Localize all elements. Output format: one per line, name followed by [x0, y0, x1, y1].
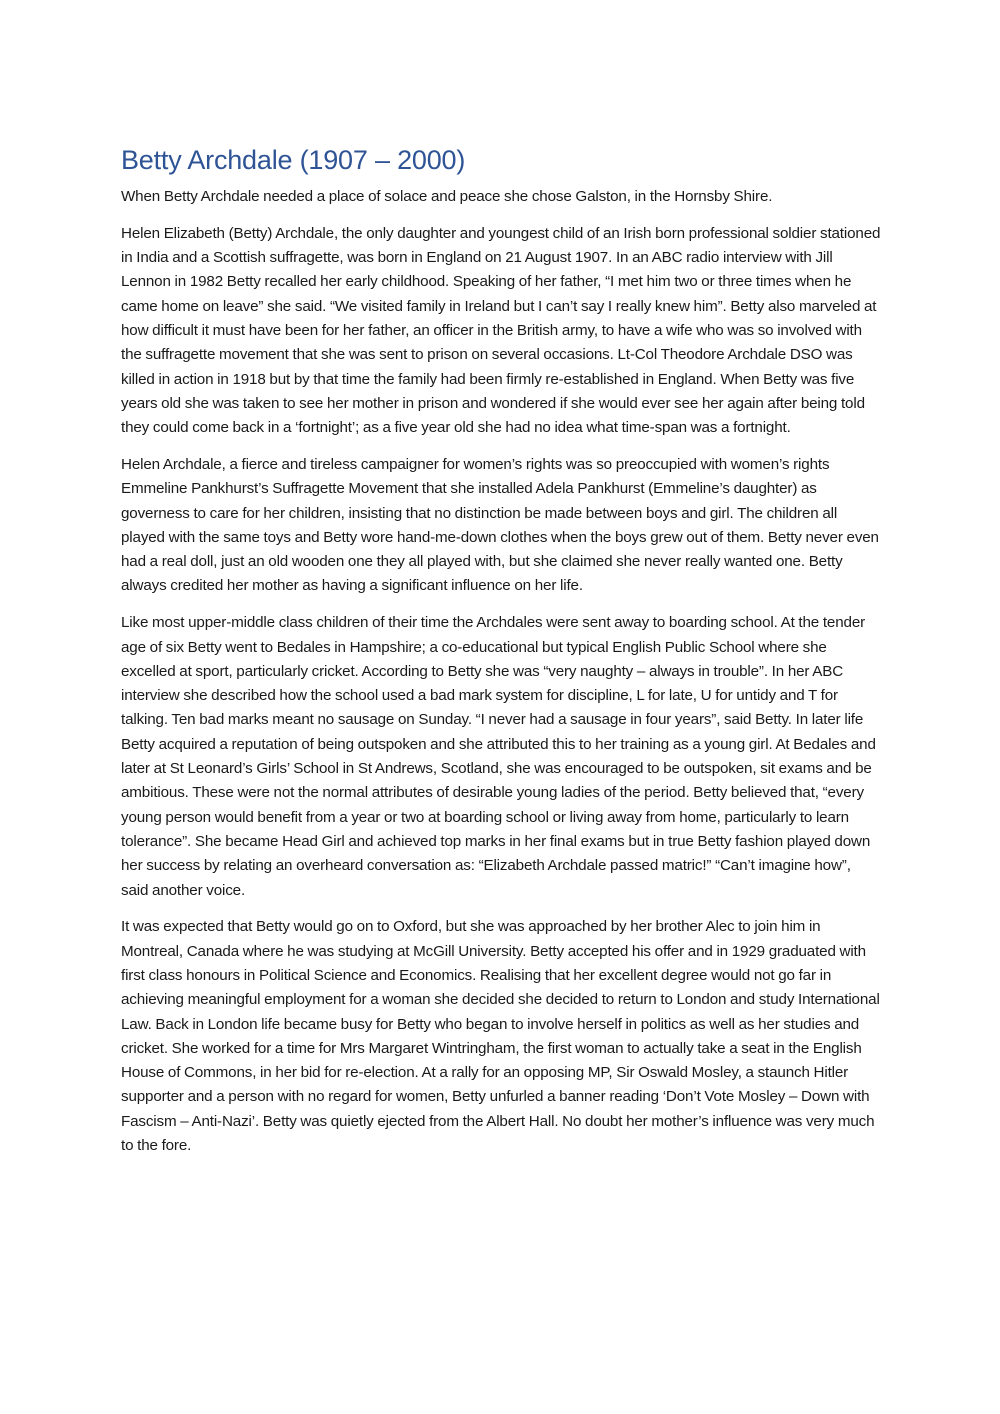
- document-title: Betty Archdale (1907 – 2000): [121, 145, 466, 175]
- paragraph-university: It was expected that Betty would go on to Oxford, but she was approached by her brother Alec to join him in Montreal, Canada where he was studying at McGill University. Betty accepted his offer and in 1929 graduated with first class honours in Political Science and Economics. Realising that her excellent degree would not go far in achieving meaningful employment for a woman she decided she decided to return to London and study International Law. Back in London life became busy for Betty who began to involve herself in politics as well as her studies and cricket. She worked for a time for Mrs Margaret Wintringham, the first woman to actually take a seat in the English House of Commons, in her bid for re-election. At a rally for an opposing MP, Sir Oswald Mosley, a staunch Hitler supporter and a person with no regard for women, Betty unfurled a banner reading ‘Don’t Vote Mosley – Down with Fascism – Anti-Nazi’. Betty was quietly ejected from the Albert Hall. No doubt her mother’s influence was very much to the fore.: [121, 918, 880, 1154]
- paragraph-childhood: Helen Elizabeth (Betty) Archdale, the only daughter and youngest child of an Irish born professional soldier stationed in India and a Scottish suffragette, was born in England on 21 August 1907. In an ABC radio interview with Jill Lennon in 1982 Betty recalled her early childhood. Speaking of her father, “I met him two or three times when he came home on leave” she said. “We visited family in Ireland but I can’t say I really knew him”. Betty also marveled at how difficult it must have been for her father, an officer in the British army, to have a wife who was so involved with the suffragette movement that she was sent to prison on several occasions. Lt-Col Theodore Archdale DSO was killed in action in 1918 but by that time the family had been firmly re-established in England. When Betty was five years old she was taken to see her mother in prison and wondered if she would ever see her again after being told they could come back in a ‘fortnight’; as a five year old she had no idea what time-span was a fortnight.: [121, 224, 881, 437]
- paragraph-mother: Helen Archdale, a fierce and tireless campaigner for women’s rights was so preoccupied with women’s rights Emmeline Pankhurst’s Suffragette Movement that she installed Adela Pankhurst (Emmeline’s daughter) as governess to care for her children, insisting that no distinction be made between boys and girl. The children all played with the same toys and Betty wore hand-me-down clothes when the boys grew out of them. Betty never even had a real doll, just an old wooden one they all played with, but she claimed she never really wanted one. Betty always credited her mother as having a significant influence on her life.: [121, 455, 879, 595]
- paragraph-intro: When Betty Archdale needed a place of solace and peace she chose Galston, in the Hornsby Shire.: [121, 188, 773, 205]
- document-page: [121, 140, 881, 1171]
- paragraph-schooling: Like most upper-middle class children of their time the Archdales were sent away to boarding school. At the tender age of six Betty went to Bedales in Hampshire; a co-educational but typical English Public School where she excelled at sport, particularly cricket. According to Betty she was “very naughty – always in trouble”. In her ABC interview she described how the school used a bad mark system for discipline, L for late, U for untidy and T for talking. Ten bad marks meant no sausage on Sunday. “I never had a sausage in four years”, said Betty. In later life Betty acquired a reputation of being outspoken and she attributed this to her training as a young girl. At Bedales and later at St Leonard’s Girls’ School in St Andrews, Scotland, she was encouraged to be outspoken, sit exams and be ambitious. These were not the normal attributes of desirable young ladies of the period. Betty believed that, “every young person would benefit from a year or two at boarding school or living away from home, particularly to learn tolerance”. She became Head Girl and achieved top marks in her final exams but in true Betty fashion played down her success by relating an overheard conversation as: “Elizabeth Archdale passed matric!” “Can’t imagine how”, said another voice.: [121, 614, 876, 899]
